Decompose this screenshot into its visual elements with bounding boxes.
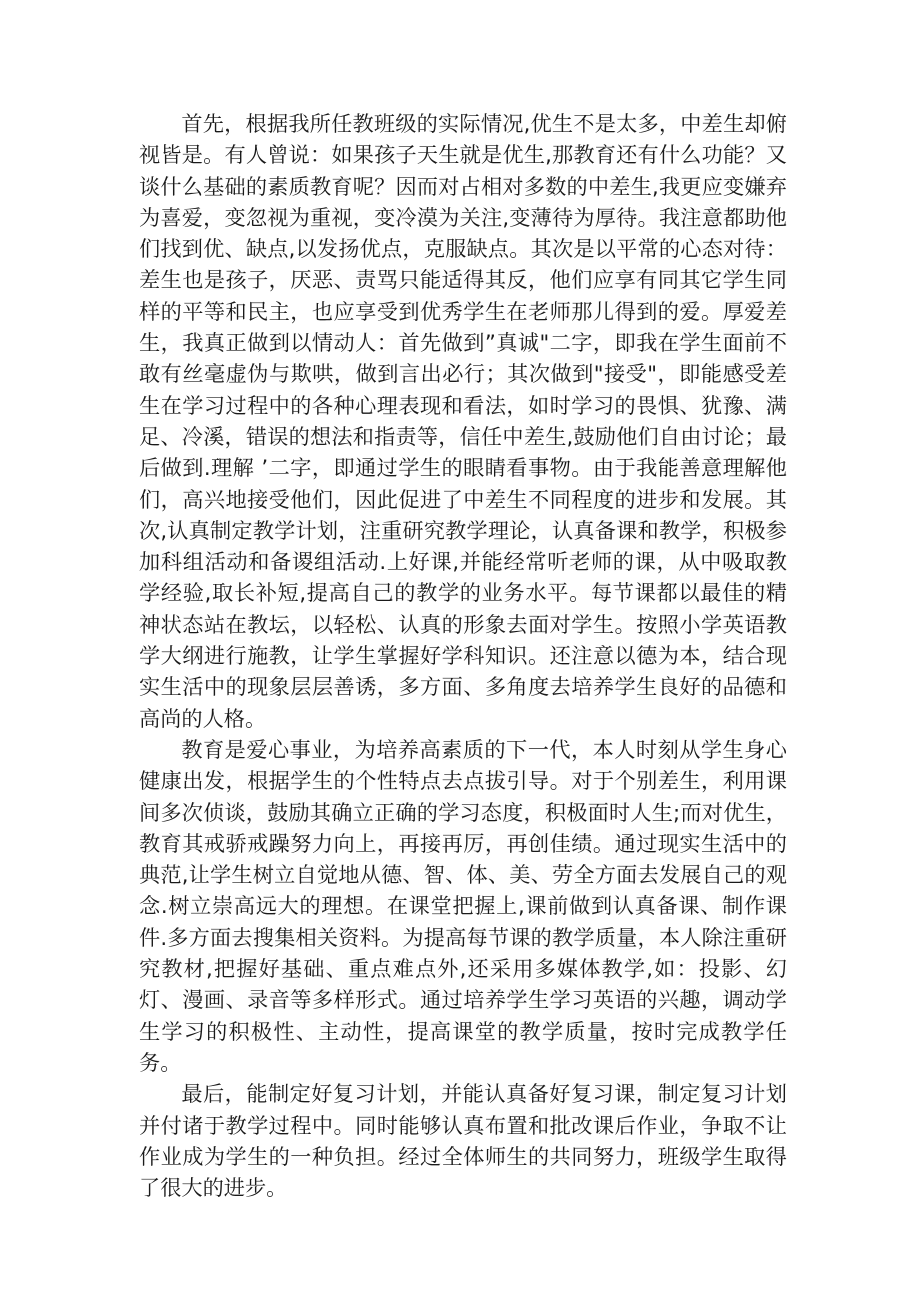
document-page	[139, 108, 787, 1203]
paragraph-1: 首先，根据我所任教班级的实际情况,优生不是太多，中差生却俯视皆是。有人曾说：如果孩子天生就是优生,那教育还有什么功能？又谈什么基础的素质教育呢？因而对占相对多数的中差生,我更应变嫌弃为喜爱，变忽视为重视，变冷漠为关注,变薄待为厚待。我注意都助他们找到优、缺点,以发扬优点，克服缺点。其次是以平常的心态对待：差生也是孩子，厌恶、责骂只能适得其反，他们应享有同其它学生同样的平等和民主，也应享受到优秀学生在老师那儿得到的爱。厚爱差生，我真正做到以情动人：首先做到”真诚"二字，即我在学生面前不敢有丝毫虚伪与欺哄，做到言出必行；其次做到"接受"，即能感受差生在学习过程中的各种心理表现和看法，如时学习的畏惧、犹豫、满足、冷溪，错误的想法和指责等，信任中差生,鼓励他们自由讨论；最后做到.理解 ’二字，即通过学生的眼睛看事物。由于我能善意理解他们，高兴地接受他们，因此促进了中差生不同程度的进步和发展。其次,认真制定教学计划，注重研究教学理论，认真备课和教学，积极参加科组活动和备谡组活动.上好课,并能经常听老师的课，从中吸取教学经验,取长补短,提高自己的教学的业务水平。每节课都以最佳的精神状态站在教坛，以轻松、认真的形象去面对学生。按照小学英语教学大纲进行施教，让学生掌握好学科知识。还注意以德为本，结合现实生活中的现象层层善诱，多方面、多角度去培养学生良好的品德和高尚的人格。	[139, 111, 787, 731]
paragraph-3: 最后，能制定好复习计划，并能认真备好复习课，制定复习计划并付诸于教学过程中。同时能够认真布置和批改课后作业，争取不让作业成为学生的一种负担。经过全体师生的共同努力，班级学生取得了很大的进步。	[139, 1081, 787, 1201]
paragraph-2: 教育是爱心事业，为培养高素质的下一代，本人时刻从学生身心健康出发，根据学生的个性特点去点拔引导。对于个别差生，利用课间多次侦谈，鼓励其确立正确的学习态度，积极面时人生;而对优生，教育其戒骄戒躁努力向上，再接再厉，再创佳绩。通过现实生活中的典范,让学生树立自觉地从德、智、体、美、劳全方面去发展自己的观念.树立崇高远大的理想。在课堂把握上,课前做到认真备课、制作课件.多方面去搜集相关资料。为提高每节课的教学质量，本人除注重研究教材,把握好基础、重点难点外,还采用多媒体教学,如：投影、幻灯、漫画、录音等多样形式。通过培养学生学习英语的兴趣，调动学生学习的积极性、主动性，提高课堂的教学质量，按时完成教学任务。	[139, 736, 787, 1075]
